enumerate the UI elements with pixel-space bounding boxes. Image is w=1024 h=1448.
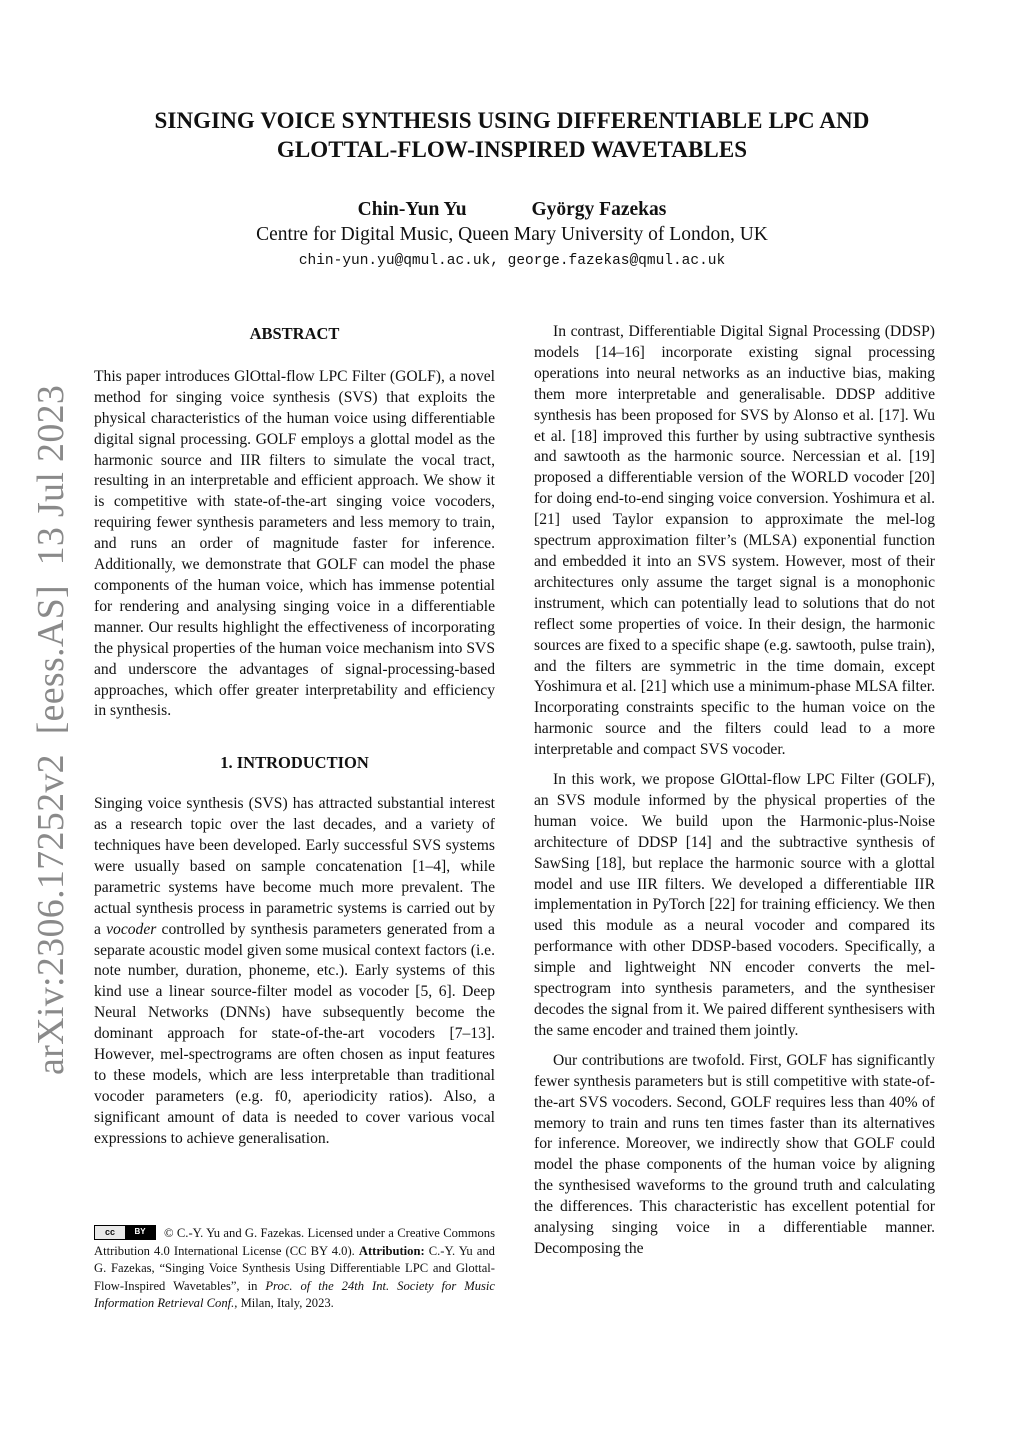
author-2: György Fazekas xyxy=(531,199,667,220)
author-1: Chin-Yun Yu xyxy=(357,199,467,220)
intro-heading: 1. INTRODUCTION xyxy=(220,753,369,773)
abstract-text: This paper introduces GlOttal-flow LPC Filter (GOLF), a novel method for singing voice synthesis (SVS) that exploits the physical characteristics of the human voice using differentiable digital signal processing. GOLF employs a glottal model as the harmonic source and IIR filters to simulate the vocal tract, resulting in an interpretable and efficient approach. We show it is competitive with state-of-the-art singing voice vocoders, requiring fewer synthesis parameters and less memory to train, and runs an order of magnitude faster for inference. Additionally, we demonstrate that GOLF can model the phase components of the human voice, which has immense potential for rendering and analysing singing voice in a differentiable manner. Our results highlight the effectiveness of incorporating the physical properties of the human voice mechanism into SVS and underscore the advantages of signal-processing-based approaches, which offer greater interpretability and efficiency in synthesis. xyxy=(94,367,495,720)
proceedings-name: Proc. of the 24th Int. Society for Music Information Retrieval Conf. xyxy=(94,1278,495,1310)
arxiv-stamp: arXiv:2306.17252v2 [eess.AS] 13 Jul 2023 xyxy=(30,384,72,1075)
title-line-1: SINGING VOICE SYNTHESIS USING DIFFERENTIABLE LPC AND xyxy=(154,108,870,133)
affiliation: Centre for Digital Music, Queen Mary University of London, UK xyxy=(256,224,768,245)
author-emails: chin-yun.yu@qmul.ac.uk, george.fazekas@qmul.ac.uk xyxy=(298,253,726,269)
right-column xyxy=(534,322,935,1260)
copyright-text: © C.-Y. Yu and G. Fazekas. Licensed under a Creative Commons Attribution 4.0 International License (CC BY 4.0). xyxy=(94,1226,495,1258)
vocoder-term: vocoder xyxy=(106,920,157,938)
right-paragraph-2: In this work, we propose GlOttal-flow LPC Filter (GOLF), an SVS module informed by the physical properties of the human voice. We build upon the Harmonic-plus-Noise architecture of DDSP [14] and the subtractive synthesis of SawSing [18], but replace the harmonic source with a glottal model and use IIR filters. We developed a differentiable IIR implementation in PyTorch [22] for training efficiency. We then used this module as a neural vocoder and compared its performance with other DDSP-based vocoders. Specifically, a simple and lightweight NN encoder converts the mel-spectrogram into synthesis parameters, and the synthesiser decodes the signal from it. We paired different synthesisers with the same encoder and trained them jointly. xyxy=(534,771,935,1039)
conference-location: , Milan, Italy, 2023. xyxy=(234,1296,334,1310)
right-paragraph-3: Our contributions are twofold. First, GOLF has significantly fewer synthesis parameters but is still competitive with state-of-the-art SVS vocoders. Second, GOLF requires less than 40% of memory to train and runs ten times faster than its alternatives for inference. Moreover, we indirectly show that GOLF could model the phase components of the human voice by aligning the synthesised waveforms to the ground truth and calculating the differences. This characteristic has excellent potential for analysing singing voice in a differentiable manner. Decomposing the xyxy=(534,1051,935,1257)
license-footnote xyxy=(94,1225,495,1313)
cc-by-license-icon: cc BY xyxy=(94,1225,156,1240)
paper-title xyxy=(90,106,934,164)
citation-text: C.-Y. Yu and G. Fazekas, “Singing Voice Synthesis Using Differentiable LPC and Glottal-Flow-Inspired Wavetables”, in xyxy=(94,1243,495,1293)
title-line-2: GLOTTAL-FLOW-INSPIRED WAVETABLES xyxy=(276,137,748,162)
intro-paragraph-1: Singing voice synthesis (SVS) has attracted substantial interest as a research topic over the last decades, and a variety of techniques have been developed. Early successful SVS systems were usually based on sample concatenation [1–4], while parametric systems have become much more prevalent. The actual synthesis process in parametric systems is carried out by a vocoder controlled by synthesis parameters generated from a separate acoustic model given some musical context factors (i.e. note number, duration, phoneme, etc.). Early systems of this kind use a linear source-filter model as vocoder [5, 6]. Deep Neural Networks (DNNs) have subsequently become the dominant approach for state-of-the-art vocoders [7–13]. However, mel-spectrograms are often chosen as input features to these models, which are less interpretable than traditional vocoder parameters (e.g. f0, aperiodicity ratios). Also, a significant amount of data is needed to cover various vocal expressions to achieve generalisation. xyxy=(94,795,495,1147)
left-column xyxy=(94,324,495,1150)
abstract-heading: ABSTRACT xyxy=(249,324,340,343)
right-paragraph-1: In contrast, Differentiable Digital Signal Processing (DDSP) models [14–16] incorporate existing signal processing operations into neural networks as an inductive bias, making them more interpretable and generalisable. DDSP additive synthesis has been proposed for SVS by Alonso et al. [17]. Wu et al. [18] improved this further by using subtractive synthesis and sawtooth as the harmonic source. Nercessian et al. [19] proposed a differentiable version of the WORLD vocoder [20] for doing end-to-end singing voice conversion. Yoshimura et al. [21] used Taylor expansion to approximate the mel-log spectrum approximation filter’s (MLSA) exponential function and embedded it into an SVS system. However, most of their architectures only assume the target signal is a monophonic instrument, which can potentially lead to solutions that do not reflect some properties of voice. In their design, the harmonic sources are fixed to a specific shape (e.g. sawtooth, pulse train), and the filters are symmetric in the time domain, except Yoshimura et al. [21] which use a minimum-phase MLSA filter. Incorporating constraints specific to the human voice on the harmonic source and the filters could lead to a more interpretable and compact SVS vocoder. xyxy=(534,323,935,759)
attribution-label: Attribution: xyxy=(358,1243,425,1258)
author-list xyxy=(0,199,1024,221)
